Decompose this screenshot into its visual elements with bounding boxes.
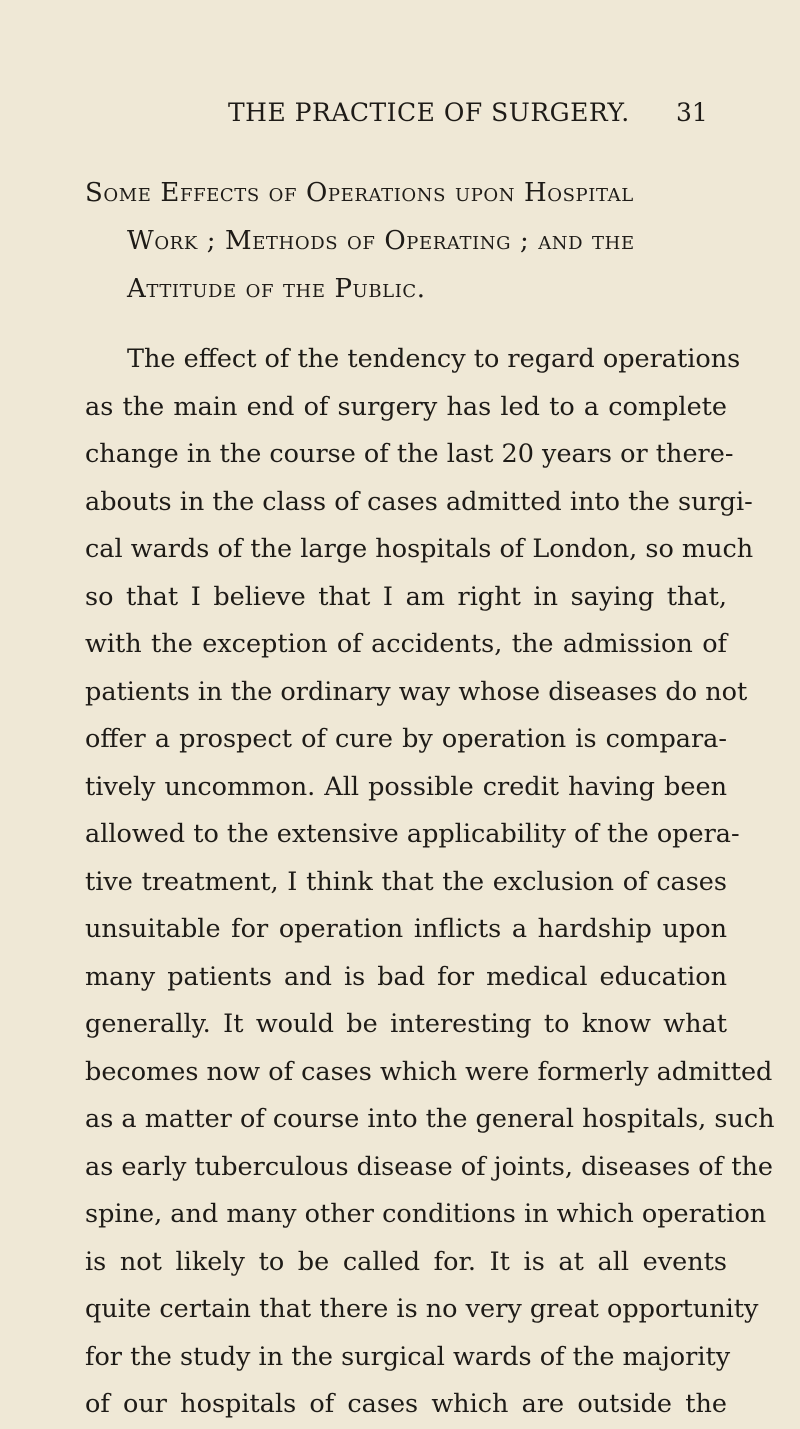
paragraph-line: quite certain that there is no very great opportunity [85,1294,759,1324]
section-heading-line: Some Effects of Operations upon Hospital [85,178,634,208]
paragraph-line: The effect of the tendency to regard operations [127,344,741,374]
section-heading-line: Work ; Methods of Operating ; and the [127,226,635,256]
paragraph-line: as early tuberculous disease of joints, diseases of the [85,1151,773,1182]
paragraph [85,336,775,1429]
paragraph-line: unsuitable for operation inflicts a hardship upon [85,914,727,944]
page-number: 31 [676,98,708,127]
paragraph-line: so that I believe that I am right in saying that, [85,581,727,612]
paragraph-line: offer a prospect of cure by operation is compara- [85,724,727,754]
paragraph-line: allowed to the extensive applicability of the opera- [85,819,740,849]
paragraph-line: with the exception of accidents, the admission of [85,629,727,659]
paragraph-line: becomes now of cases which were formerly admitted [85,1056,773,1087]
paragraph-line: tively uncommon. All possible credit having been [85,771,727,802]
running-head-title: THE PRACTICE OF SURGERY. [228,98,630,127]
paragraph-line: patients in the ordinary way whose diseases do not [85,676,748,707]
paragraph-line: change in the course of the last 20 years or there- [85,439,734,469]
section-heading-line: Attitude of the Public. [127,274,426,304]
paragraph-line: is not likely to be called for. It is at all events [85,1246,727,1277]
paragraph-line: cal wards of the large hospitals of London, so much [85,534,754,564]
paragraph-line: abouts in the class of cases admitted into the surgi- [85,486,753,517]
paragraph-line: many patients and is bad for medical education [85,961,727,992]
paragraph-line: for the study in the surgical wards of the majority [85,1341,731,1372]
section-heading [85,169,725,313]
paragraph-line: generally. It would be interesting to know what [85,1009,727,1039]
paragraph-line: as a matter of course into the general hospitals, such [85,1104,775,1134]
paragraph-line: of our hospitals of cases which are outside the [85,1389,727,1419]
paragraph-line: as the main end of surgery has led to a complete [85,391,727,422]
paragraph-line: tive treatment, I think that the exclusion of cases [85,866,727,897]
paragraph-line: spine, and many other conditions in which operation [85,1199,767,1229]
